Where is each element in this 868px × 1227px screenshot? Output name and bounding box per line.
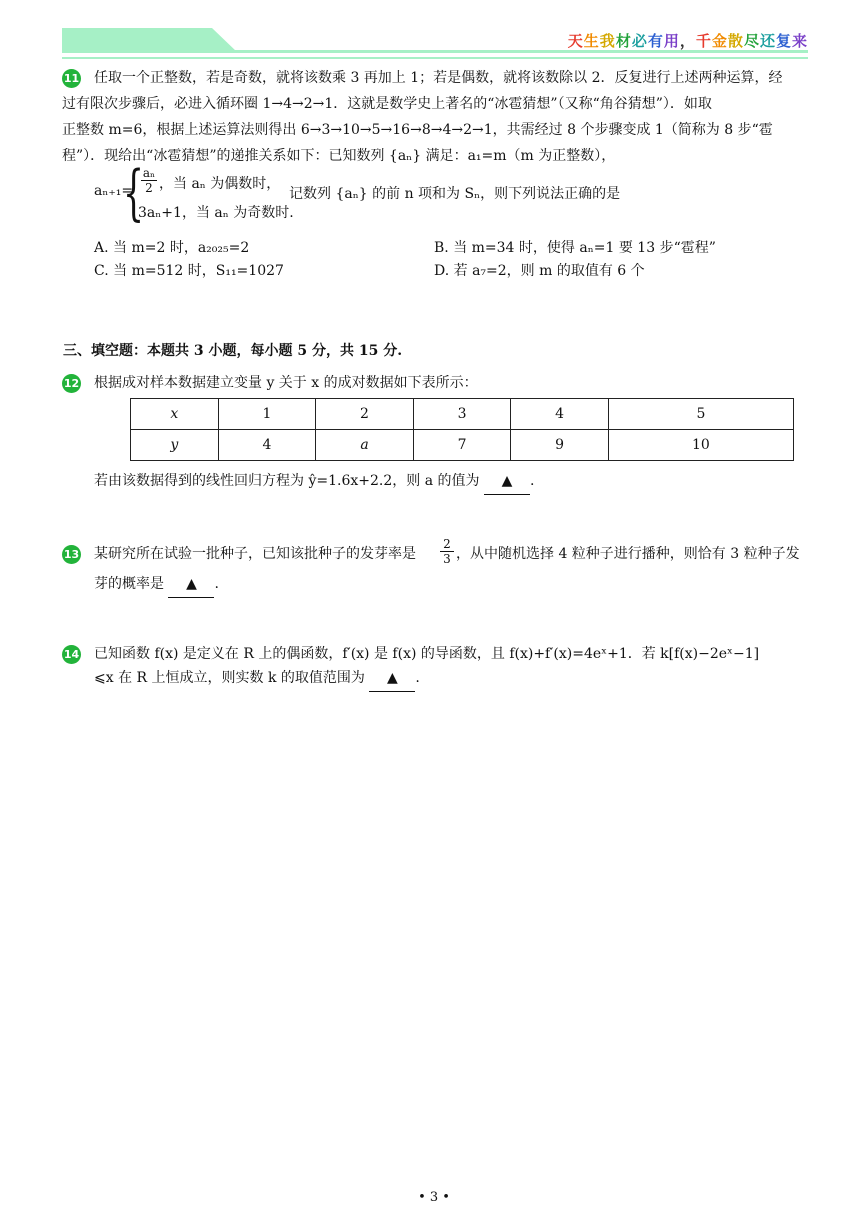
table-cell: 3 — [413, 399, 511, 430]
q14-question — [94, 665, 420, 692]
motto-char: 必 — [631, 32, 648, 50]
q11-line4: 程”）．现给出“冰雹猜想”的递推关系如下：已知数列 {aₙ} 满足：a₁=m（m 为正整数）， — [62, 148, 616, 164]
table-cell: x — [131, 399, 219, 430]
motto-char: 千 — [695, 32, 712, 50]
q12-question — [94, 468, 534, 495]
answer-blank[interactable]: ▲ — [484, 468, 530, 495]
motto-char: 来 — [791, 32, 808, 50]
answer-blank[interactable]: ▲ — [168, 571, 214, 598]
q13-question — [94, 571, 219, 598]
q13-text2: ，从中随机选择 4 粒种子进行播种，则恰有 3 粒种子发 — [456, 546, 800, 562]
recurrence-lhs: aₙ₊₁= — [94, 183, 134, 199]
question-number-badge: 12 — [62, 374, 81, 393]
fraction-numerator: 2 — [443, 537, 451, 551]
table-cell: 9 — [511, 430, 609, 461]
case1-condition: ，当 aₙ 为偶数时， — [159, 176, 281, 192]
table-cell: 2 — [316, 399, 414, 430]
motto-char: 金 — [711, 32, 728, 50]
motto-char: 有 — [647, 32, 664, 50]
q11-line2: 过有限次步骤后，必进入循环圈 1→4→2→1．这就是数学史上著名的“冰雹猜想”（又称“角谷猜想”）．如取 — [62, 96, 712, 112]
option-a: A. 当 m=2 时，a₂₀₂₅=2 — [94, 240, 250, 256]
q12-period: . — [529, 473, 535, 489]
table-cell: a — [316, 430, 414, 461]
motto-char: 尽 — [743, 32, 760, 50]
motto-char: 生 — [583, 32, 600, 50]
table-row-y — [131, 430, 794, 461]
question-number-badge: 11 — [62, 69, 81, 88]
data-table — [130, 398, 794, 461]
q13-text1: 某研究所在试验一批种子，已知该批种子的发芽率是 — [94, 546, 416, 562]
motto-char: 还 — [759, 32, 776, 50]
motto-char: 用 — [663, 32, 680, 50]
q14-period: . — [415, 670, 420, 686]
motto-char: 散 — [727, 32, 744, 50]
page-number: • 3 • — [418, 1190, 450, 1205]
q11-question-stem: 记数列 {aₙ} 的前 n 项和为 Sₙ，则下列说法正确的是 — [289, 186, 621, 202]
q13-period: . — [214, 576, 219, 592]
cases-brace: { — [123, 158, 145, 228]
table-cell: 7 — [413, 430, 511, 461]
option-d: D. 若 a₇=2，则 m 的取值有 6 个 — [434, 263, 645, 279]
q13-text3: 芽的概率是 — [94, 576, 164, 592]
table-cell: y — [131, 430, 219, 461]
motto-char: 复 — [775, 32, 792, 50]
case1-fraction — [141, 166, 157, 195]
option-b: B. 当 m=34 时，使得 aₙ=1 要 13 步“雹程” — [434, 240, 716, 256]
motto-char: 我 — [599, 32, 616, 50]
table-cell: 10 — [608, 430, 793, 461]
table-cell: 1 — [218, 399, 316, 430]
header-tab — [62, 28, 237, 52]
motto-char: 材 — [615, 32, 632, 50]
question-number-badge: 13 — [62, 545, 81, 564]
q11-line1: 任取一个正整数，若是奇数，就将该数乘 3 再加上 1；若是偶数，就将该数除以 2．反复进行上述两种运算，经 — [94, 70, 783, 86]
q12-intro: 根据成对样本数据建立变量 y 关于 x 的成对数据如下表所示： — [94, 375, 478, 391]
header-rule-thin — [62, 57, 808, 59]
table-cell: 5 — [608, 399, 793, 430]
question-number-badge: 14 — [62, 645, 81, 664]
fraction-denominator: 3 — [440, 551, 454, 566]
option-c: C. 当 m=512 时，S₁₁=1027 — [94, 263, 284, 279]
motto-char: ， — [679, 32, 696, 50]
header-motto — [568, 30, 808, 51]
table-cell: 4 — [218, 430, 316, 461]
q11-line3: 正整数 m=6，根据上述运算法则得出 6→3→10→5→16→8→4→2→1，共需经过 8 个步骤变成 1（简称为 8 步“雹 — [62, 122, 773, 138]
motto-char: 天 — [567, 32, 584, 50]
table-cell: 4 — [511, 399, 609, 430]
q14-line2: ⩽x 在 R 上恒成立，则实数 k 的取值范围为 — [94, 670, 365, 686]
case2-expression: 3aₙ+1，当 aₙ 为奇数时. — [138, 205, 294, 221]
section-heading: 三、填空题：本题共 3 小题，每小题 5 分，共 15 分. — [63, 343, 403, 359]
case1-numerator: aₙ — [142, 166, 156, 180]
germination-rate-fraction — [440, 537, 454, 566]
q14-line1: 已知函数 f(x) 是定义在 R 上的偶函数，f′(x) 是 f(x) 的导函数，且 f(x)+f′(x)=4eˣ+1．若 k[f(x)−2eˣ−1] — [94, 646, 760, 662]
answer-blank[interactable]: ▲ — [369, 665, 415, 692]
table-row-x — [131, 399, 794, 430]
case1-denominator: 2 — [141, 180, 157, 195]
q12-text: 若由该数据得到的线性回归方程为 ŷ=1.6x+2.2，则 a 的值为 — [94, 473, 480, 489]
